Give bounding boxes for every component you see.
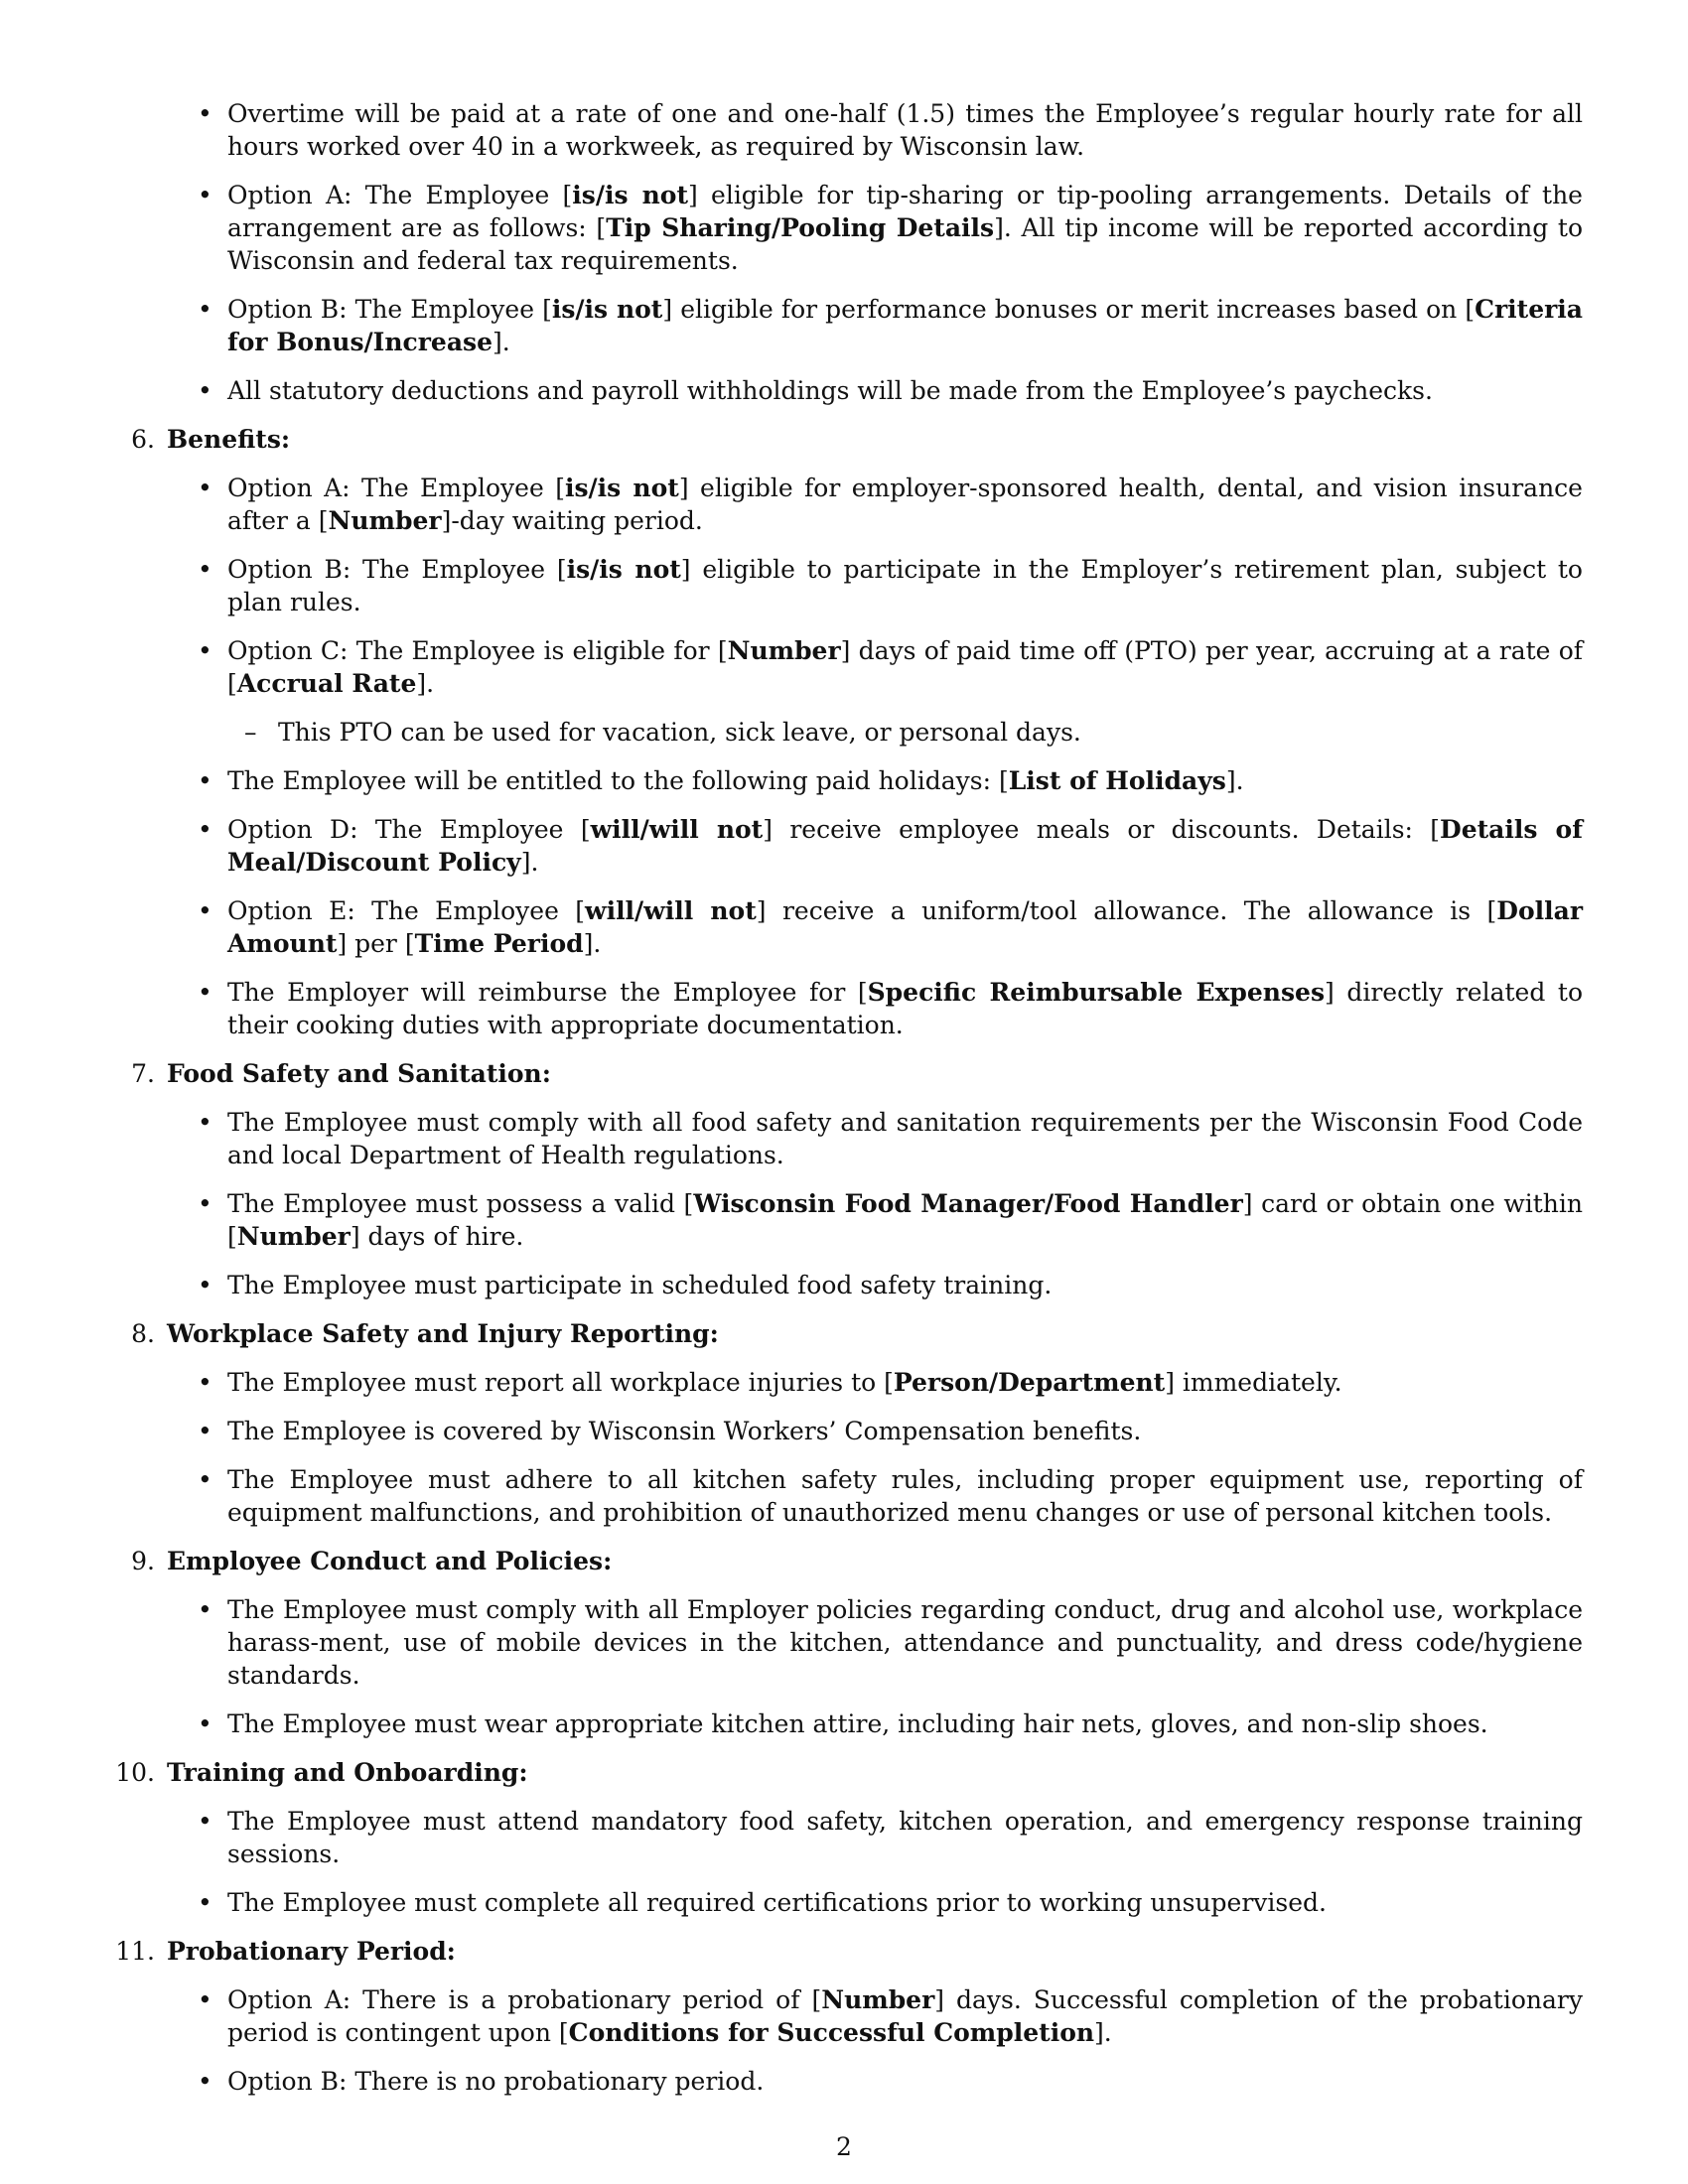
text-run: Option C: The Employee is eligible for [ — [227, 636, 728, 665]
section-heading — [131, 1057, 1583, 1090]
placeholder-field: Person/Department — [893, 1368, 1166, 1397]
placeholder-field: Tip Sharing/Pooling Details — [606, 213, 995, 242]
sub-bullet-item: – This PTO can be used for vacation, sick leave, or personal days. — [227, 716, 1583, 749]
text-run: Option B: The Employee [ — [227, 555, 567, 584]
text-run: ]. — [1094, 2018, 1112, 2047]
section-number: 8. — [131, 1319, 155, 1348]
section-number: 9. — [131, 1547, 155, 1575]
text-run: The Employer will reimburse the Employee for [ — [227, 978, 868, 1007]
numbered-sections — [115, 423, 1583, 2098]
section-bullet-list — [167, 1805, 1583, 1919]
placeholder-field: List of Holidays — [1008, 766, 1226, 795]
bullet-item — [167, 976, 1583, 1041]
section-title: Workplace Safety and Injury Reporting: — [167, 1319, 719, 1348]
bullet-item — [167, 1366, 1583, 1399]
placeholder-field: will/will not — [585, 896, 757, 925]
section-6 — [131, 423, 1583, 1041]
text-run: Option E: The Employee [ — [227, 896, 586, 925]
text-run: ]. — [1225, 766, 1244, 795]
text-run: ] receive a uniform/tool allowance. The allowance is [ — [756, 896, 1497, 925]
placeholder-field: Accrual Rate — [236, 669, 417, 698]
section-10 — [115, 1756, 1583, 1919]
text-run: The Employee must complete all required certifications prior to working unsupervised. — [227, 1888, 1327, 1917]
section-heading — [115, 1935, 1583, 1968]
placeholder-field: Number — [727, 636, 841, 665]
bullet-item — [167, 1983, 1583, 2049]
section-7 — [131, 1057, 1583, 1301]
text-run: ] eligible to participate in the Employer’s retirement plan, subject to plan rules. — [227, 555, 1583, 616]
section-bullet-list — [167, 1106, 1583, 1301]
text-run: ] receive employee meals or discounts. Details: [ — [763, 815, 1441, 844]
placeholder-field: Criteria for Bonus/Increase — [227, 295, 1583, 356]
text-run: The Employee must comply with all food safety and sanitation requirements per the Wisconsin Food Code and local Department of Health regulations. — [227, 1108, 1583, 1169]
section-title: Food Safety and Sanitation: — [167, 1059, 551, 1088]
bullet-item — [167, 472, 1583, 537]
text-run: ] days of paid time off (PTO) per year, accruing at a rate of [ — [227, 636, 1583, 698]
text-run: ] eligible for tip-sharing or tip-pooling arrangements. Details of the arrangement are as follows: [ — [227, 181, 1583, 242]
bullet-item — [167, 1463, 1583, 1529]
section-bullet-list — [167, 1983, 1583, 2098]
section-bullet-list — [167, 1366, 1583, 1529]
section-bullet-list — [167, 472, 1583, 1041]
section-11 — [115, 1935, 1583, 2098]
bullet-item — [167, 179, 1583, 277]
text-run: The Employee must comply with all Employer policies regarding conduct, drug and alcohol use, workplace harass-ment, use of mobile devices in the kitchen, attendance and punctuality, and dress code/hygiene standards. — [227, 1595, 1583, 1690]
text-run: ] card or obtain one within [ — [227, 1189, 1583, 1251]
section-number: 10. — [115, 1758, 155, 1787]
bullet-item — [167, 813, 1583, 879]
bullet-item — [167, 1886, 1583, 1919]
section-heading — [131, 1545, 1583, 1577]
text-run: ]-day waiting period. — [441, 506, 703, 535]
placeholder-field: Number — [821, 1985, 935, 2014]
placeholder-field: is/is not — [572, 181, 688, 209]
section-8 — [131, 1317, 1583, 1529]
text-run: ] per [ — [337, 929, 415, 958]
text-run: The Employee must report all workplace injuries to [ — [227, 1368, 894, 1397]
page-number: 2 — [836, 2132, 852, 2161]
bullet-item — [167, 553, 1583, 618]
text-run: Option B: There is no probationary period. — [227, 2067, 765, 2096]
section-number: 7. — [131, 1059, 155, 1088]
text-run: The Employee must wear appropriate kitchen attire, including hair nets, gloves, and non-slip shoes. — [227, 1709, 1488, 1738]
placeholder-field: is/is not — [551, 295, 663, 324]
bullet-item — [167, 894, 1583, 960]
bullet-item — [167, 1805, 1583, 1870]
bullet-item — [167, 2065, 1583, 2098]
text-run: Option A: The Employee [ — [227, 474, 565, 502]
section-number: 11. — [115, 1937, 155, 1966]
bullet-item — [167, 1269, 1583, 1301]
section-9 — [131, 1545, 1583, 1740]
section-heading — [131, 1317, 1583, 1350]
bullet-item — [167, 1707, 1583, 1740]
text-run: The Employee will be entitled to the following paid holidays: [ — [227, 766, 1009, 795]
bullet-item — [167, 1106, 1583, 1171]
bullet-item — [167, 764, 1583, 797]
text-run: ]. All tip income will be reported according to Wisconsin and federal tax requirements. — [227, 213, 1583, 275]
text-run: The Employee must adhere to all kitchen safety rules, including proper equipment use, reporting of equipment malfunctions, and prohibition of unauthorized menu changes or use of personal kitchen tools. — [227, 1465, 1583, 1527]
section-title: Employee Conduct and Policies: — [167, 1547, 613, 1575]
text-run: The Employee must participate in scheduled food safety training. — [227, 1271, 1053, 1299]
text-run: ]. — [583, 929, 602, 958]
text-run: ] days of hire. — [350, 1222, 524, 1251]
section-bullet-list — [167, 1593, 1583, 1740]
section-number: 6. — [131, 425, 155, 454]
section-title: Benefits: — [167, 425, 291, 454]
text-run: Option B: The Employee [ — [227, 295, 552, 324]
text-run: All statutory deductions and payroll withholdings will be made from the Employee’s paychecks. — [227, 376, 1433, 405]
text-run: ]. — [492, 328, 510, 356]
section-title: Training and Onboarding: — [167, 1758, 528, 1787]
placeholder-field: Specific Reimbursable Expenses — [867, 978, 1326, 1007]
text-run: Overtime will be paid at a rate of one and one-half (1.5) times the Employee’s regular hourly rate for all hours worked over 40 in a workweek, as required by Wisconsin law. — [227, 99, 1583, 161]
placeholder-field: Wisconsin Food Manager/Food Handler — [693, 1189, 1243, 1218]
bullet-item — [167, 1593, 1583, 1692]
placeholder-field: Number — [328, 506, 442, 535]
sub-list — [227, 716, 1583, 749]
text-run: ]. — [520, 848, 539, 877]
text-run: ] eligible for performance bonuses or merit increases based on [ — [662, 295, 1476, 324]
placeholder-field: Time Period — [414, 929, 584, 958]
bullet-item — [167, 97, 1583, 163]
section-title: Probationary Period: — [167, 1937, 456, 1966]
continued-compensation-list — [167, 97, 1583, 407]
bullet-item — [167, 634, 1583, 749]
placeholder-field: will/will not — [590, 815, 764, 844]
section-heading — [115, 1756, 1583, 1789]
text-run: ] days. Successful completion of the probationary period is contingent upon [ — [227, 1985, 1583, 2047]
placeholder-field: Dollar Amount — [227, 896, 1583, 958]
placeholder-field: Number — [236, 1222, 351, 1251]
text-run: ] directly related to their cooking duties with appropriate documentation. — [227, 978, 1583, 1039]
bullet-item — [167, 374, 1583, 407]
document-body — [115, 97, 1583, 2114]
placeholder-field: is/is not — [566, 555, 681, 584]
text-run: ]. — [416, 669, 435, 698]
section-heading — [131, 423, 1583, 456]
text-run: Option A: There is a probationary period of [ — [227, 1985, 822, 2014]
text-run: The Employee is covered by Wisconsin Workers’ Compensation benefits. — [227, 1417, 1142, 1445]
placeholder-field: is/is not — [564, 474, 679, 502]
bullet-item — [167, 1187, 1583, 1253]
text-run: ] immediately. — [1165, 1368, 1342, 1397]
text-run: Option A: The Employee [ — [227, 181, 573, 209]
text-run: Option D: The Employee [ — [227, 815, 591, 844]
text-run: ] eligible for employer-sponsored health, dental, and vision insurance after a [ — [227, 474, 1583, 535]
placeholder-field: Details of Meal/Discount Policy — [227, 815, 1583, 877]
placeholder-field: Conditions for Successful Completion — [568, 2018, 1095, 2047]
bullet-item — [167, 293, 1583, 358]
bullet-item — [167, 1415, 1583, 1447]
text-run: The Employee must possess a valid [ — [227, 1189, 694, 1218]
text-run: The Employee must attend mandatory food safety, kitchen operation, and emergency response training sessions. — [227, 1807, 1583, 1868]
